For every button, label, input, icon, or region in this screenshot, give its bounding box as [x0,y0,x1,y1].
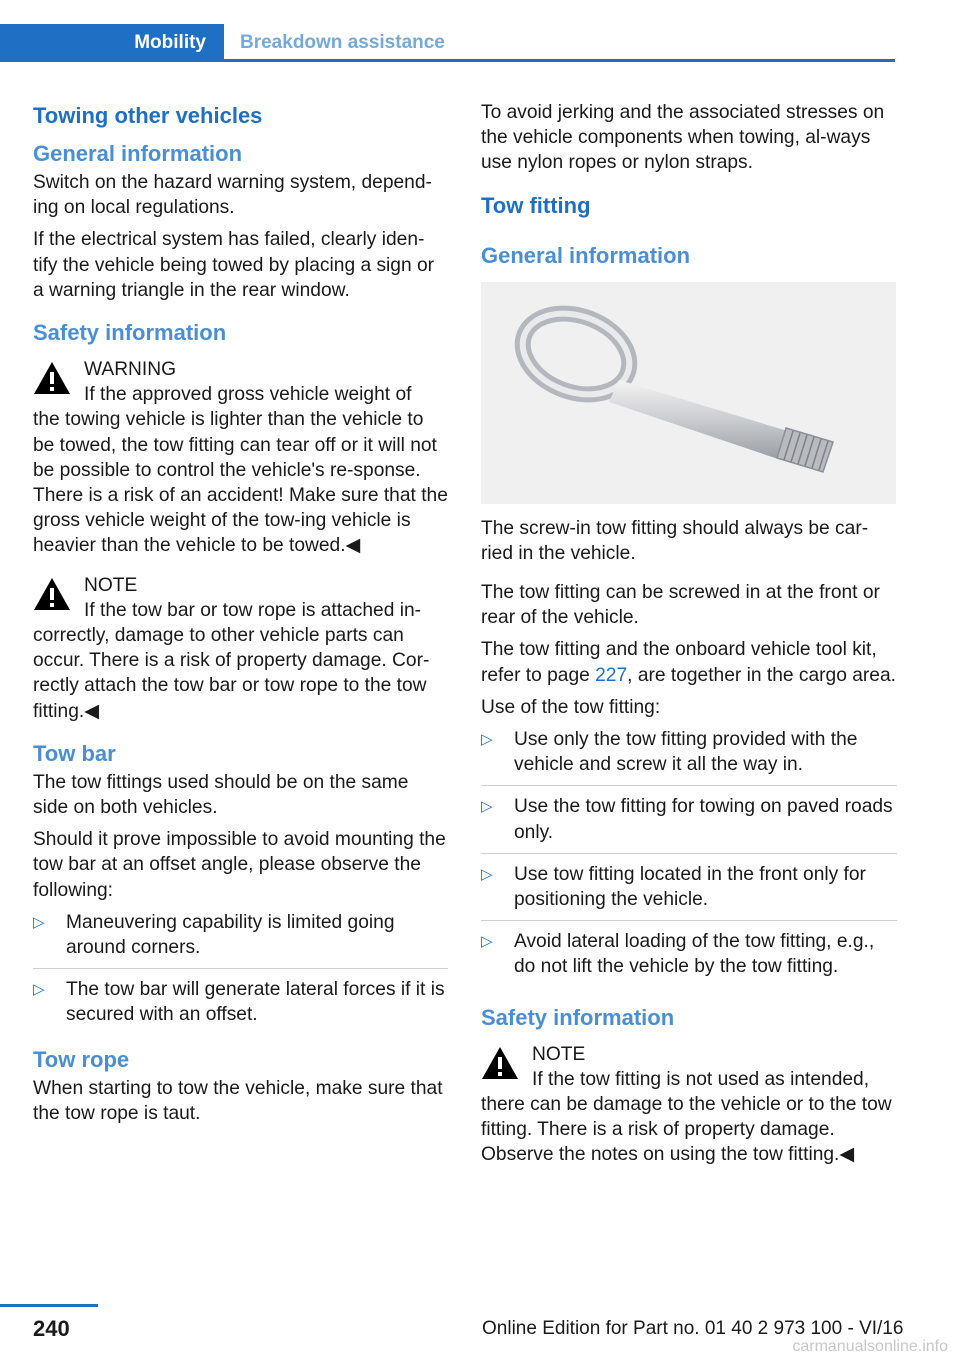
note-text: correctly, damage to other vehicle parts can occur. There is a risk of property damage. Cor‐rectly attach the tow bar or tow rope to the tow fitting.◀ [33,625,430,722]
use-list [481,727,897,988]
triangle-bullet-icon: ▷ [481,933,493,951]
heading-tow-fitting: Tow fitting [481,192,591,218]
list-item: ▷ Use tow fitting located in the front only for positioning the vehicle. [481,862,897,921]
warning-title: WARNING [84,359,177,381]
warning-text: the towing vehicle is lighter than the vehicle to be towed, the tow fitting can tear off or it will not be possible to control the vehicle's re‐sponse. There is a risk of an accident! Make sure that the gross vehicle weight of the tow‐ing vehicle is heavier than the vehicle to be towed.◀ [33,409,448,557]
triangle-bullet-icon: ▷ [481,865,493,883]
heading-tow-rope: Tow rope [33,1046,130,1072]
paragraph-hazard: Switch on the hazard warning system, depend‐ing on local regulations. [33,172,432,219]
triangle-bullet-icon: ▷ [481,798,493,816]
tab-breakdown-assistance[interactable]: Breakdown assistance [240,32,445,53]
edition-text: Online Edition for Part no. 01 40 2 973 100 - VI/16 [482,1318,904,1339]
warning-block [33,357,448,559]
triangle-bullet-icon: ▷ [33,913,45,931]
heading-general-information-right: General information [481,242,691,268]
paragraph-towbar-same-side: The tow fittings used should be on the same side on both vehicles. [33,771,409,819]
tow-fitting-figure [481,282,896,504]
paragraph-towbar-offset: Should it prove impossible to avoid mounting the tow bar at an offset angle, please observe the following: [33,829,446,901]
list-item: ▷ Use the tow fitting for towing on paved roads only. [481,794,897,853]
heading-safety-information-right: Safety information [481,1004,675,1030]
warning-lead: If the approved gross vehicle weight of [84,384,412,406]
paragraph-electrical: If the electrical system has failed, clearly iden‐tify the vehicle being towed by placing a sign or a warning triangle in the rear window. [33,229,435,301]
heading-safety-information: Safety information [33,320,227,346]
note-text: there can be damage to the vehicle or to the tow fitting. There is a risk of property damage. Observe the notes on using the tow fitting.◀ [481,1094,892,1166]
page-header [0,24,895,62]
heading-towing-other-vehicles: Towing other vehicles [33,103,263,128]
list-item: ▷ Avoid lateral loading of the tow fitting, e.g., do not lift the vehicle by the tow fitting. [481,931,875,978]
triangle-bullet-icon: ▷ [481,731,493,749]
page-link-227[interactable]: 227 [595,664,628,686]
paragraph-nylon-ropes: To avoid jerking and the associated stresses on the vehicle components when towing, al‐ways use nylon ropes or nylon straps. [481,102,885,174]
paragraph-screw-in: The screw-in tow fitting should always be car‐ried in the vehicle. [481,517,869,564]
paragraph-use-of-tow-fitting: Use of the tow fitting: [481,696,661,718]
list-item: ▷ Maneuvering capability is limited going around corners. [33,910,448,969]
heading-tow-bar: Tow bar [33,740,116,766]
footer-rule [0,1304,98,1307]
warning-triangle-icon [33,361,71,395]
note-lead: If the tow bar or tow rope is attached in‐ [84,599,422,621]
page-number: 240 [33,1316,70,1341]
tab-mobility[interactable]: Mobility [0,24,224,62]
note-title: NOTE [84,574,138,596]
list-item: ▷ Use only the tow fitting provided with the vehicle and screw it all the way in. [481,727,897,786]
note-block [33,573,448,724]
paragraph-tool-kit: The tow fitting and the onboard vehicle tool kit, refer to page 227, are together in the cargo area. [481,639,896,686]
paragraph-front-rear: The tow fitting can be screwed in at the front or rear of the vehicle. [481,582,880,629]
note-lead: If the tow fitting is not used as intended, [532,1068,870,1090]
left-column [33,100,448,1133]
note-block-right [481,1042,897,1168]
header-rule [0,59,895,62]
tow-fitting-illustration [481,282,896,504]
paragraph-tow-rope: When starting to tow the vehicle, make sure that the tow rope is taut. [33,1077,443,1124]
warning-triangle-icon [481,1046,519,1080]
note-title: NOTE [532,1043,586,1065]
triangle-bullet-icon: ▷ [33,981,45,999]
towbar-list [33,910,448,1036]
right-column [481,100,897,1175]
heading-general-information: General information [33,141,243,166]
list-item: ▷ The tow bar will generate lateral forces if it is secured with an offset. [33,979,445,1026]
warning-triangle-icon [33,577,71,611]
watermark: carmanualsonline.info [792,1338,948,1355]
